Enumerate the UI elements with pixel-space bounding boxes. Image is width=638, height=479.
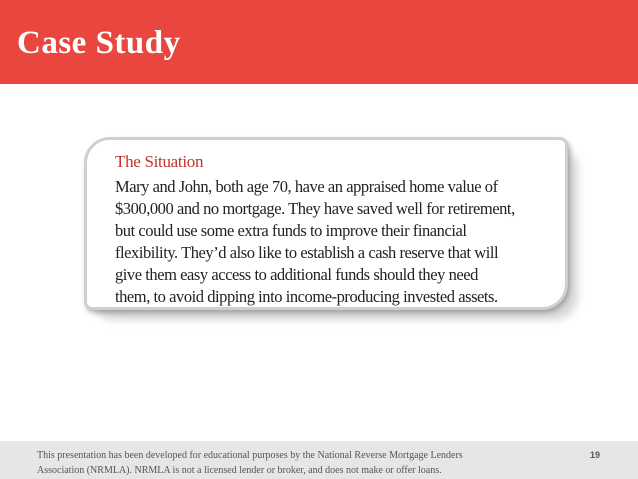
situation-line: flexibility. They’d also like to establish a cash reserve that will: [115, 243, 499, 262]
situation-line: them, to avoid dipping into income-producing invested assets.: [115, 287, 498, 306]
situation-line: give them easy access to additional funds should they need: [115, 265, 478, 284]
slide-title: Case Study: [17, 25, 181, 61]
title-bar: [0, 0, 638, 84]
situation-heading: The Situation: [115, 152, 204, 171]
situation-line: but could use some extra funds to improve their financial: [115, 221, 467, 240]
disclaimer-line: This presentation has been developed for educational purposes by the National Reverse Mortgage Lenders: [37, 450, 463, 461]
footer-bar: [0, 441, 638, 479]
situation-line: $300,000 and no mortgage. They have saved well for retirement,: [115, 199, 515, 218]
situation-body: [115, 176, 555, 308]
situation-card: [84, 137, 568, 310]
footer-disclaimer: [37, 448, 537, 478]
situation-line: Mary and John, both age 70, have an appraised home value of: [115, 177, 498, 196]
page-number: 19: [590, 450, 601, 460]
disclaimer-line: Association (NRMLA). NRMLA is not a licensed lender or broker, and does not make or offer loans.: [37, 465, 442, 476]
